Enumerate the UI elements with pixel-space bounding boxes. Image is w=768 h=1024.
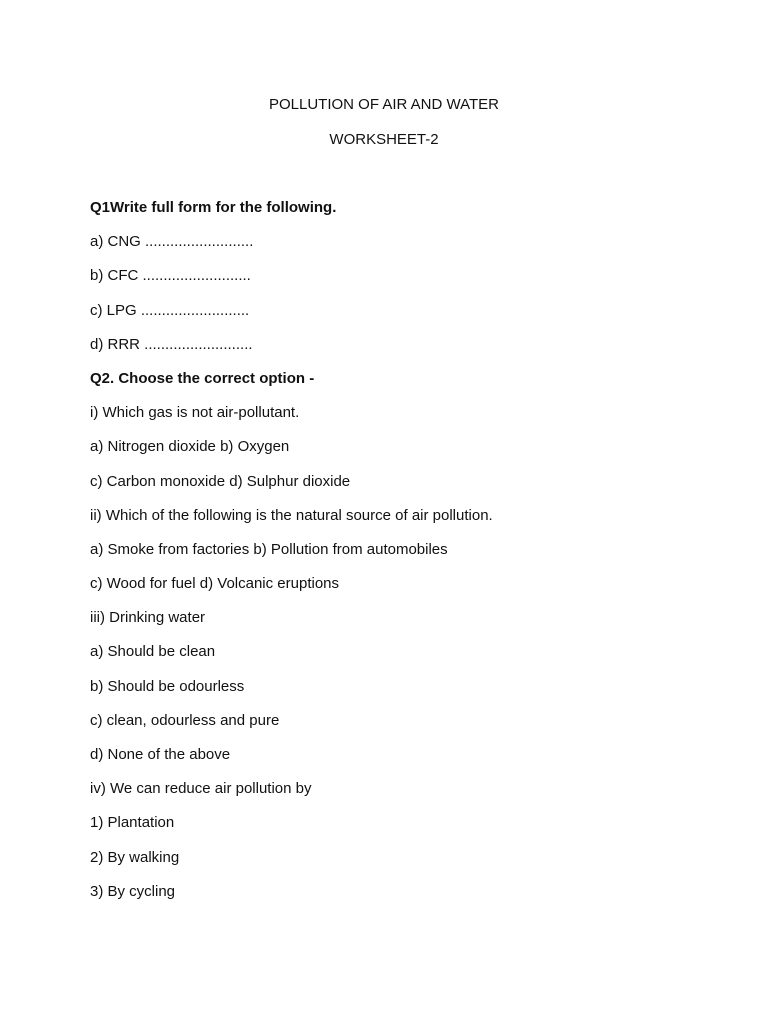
sub-question-ii: ii) Which of the following is the natural source of air pollution. — [90, 506, 493, 524]
option-line: 2) By walking — [90, 848, 180, 866]
question-heading-q2: Q2. Choose the correct option - — [90, 369, 315, 387]
worksheet-subtitle: WORKSHEET-2 — [329, 131, 439, 148]
answer-line-cfc: b) CFC .......................... — [90, 267, 251, 285]
option-line: c) Carbon monoxide d) Sulphur dioxide — [90, 472, 351, 490]
worksheet-body — [90, 198, 710, 916]
option-line: c) Wood for fuel d) Volcanic eruptions — [90, 575, 340, 593]
sub-question-iv: iv) We can reduce air pollution by — [90, 780, 312, 798]
sub-question-iii: iii) Drinking water — [90, 609, 206, 627]
option-line: b) Should be odourless — [90, 677, 245, 695]
answer-line-rrr: d) RRR .......................... — [90, 335, 253, 353]
option-line: 1) Plantation — [90, 814, 175, 832]
option-line: 3) By cycling — [90, 882, 176, 900]
option-line: a) Nitrogen dioxide b) Oxygen — [90, 438, 290, 456]
option-line: d) None of the above — [90, 746, 231, 763]
option-line: a) Smoke from factories b) Pollution from automobiles — [90, 540, 448, 558]
worksheet-title: POLLUTION OF AIR AND WATER — [268, 96, 500, 113]
option-line: c) clean, odourless and pure — [90, 711, 280, 729]
question-heading-q1: Q1Write full form for the following. — [90, 199, 337, 216]
option-line: a) Should be clean — [90, 643, 216, 661]
answer-line-lpg: c) LPG .......................... — [90, 301, 250, 319]
sub-question-i: i) Which gas is not air-pollutant. — [90, 404, 300, 422]
answer-line-cng: a) CNG .......................... — [90, 233, 254, 251]
